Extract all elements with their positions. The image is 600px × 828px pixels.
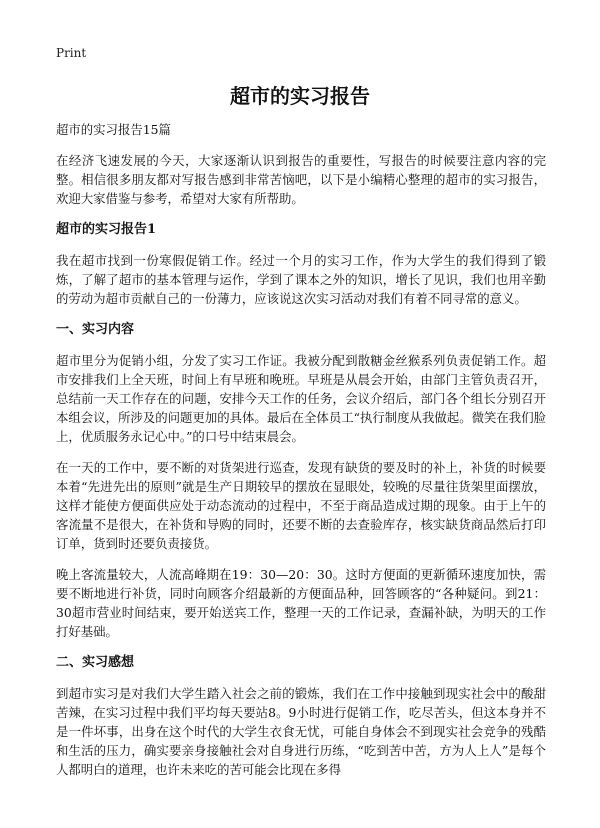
section-heading-report-1: 超市的实习报告1 (56, 222, 157, 237)
section-heading-internship-feelings: 二、实习感想 (56, 655, 135, 670)
report-1-paragraph: 我在超市找到一份寒假促销工作。经过一个月的实习工作，作为大学生的我们得到了锻炼，了解了超市的基本管理与运作，学到了课本之外的知识，增长了见识，我们也用辛勤的劳动为超市贡献自己的一份薄力，应该说这次实习活动对我们有着不同寻常的意义。 (56, 253, 546, 306)
feeling-paragraph-1: 到超市实习是对我们大学生踏入社会之前的锻炼，我们在工作中接触到现实社会中的酸甜苦辣，在实习过程中我们平均每天要站8。9小时进行促销工作，吃尽苦头，但这本身并不是一件坏事，出身在这个时代的大学生衣食无忧，可能自身体会不到现实社会竞争的残酷和生活的压力，确实要亲身接触社会对自身进行历练，“吃到苦中苦，方为人上人”是每个人都明白的道理，也许未来吃的苦可能会比现在多得 (56, 686, 546, 777)
content-paragraph-2: 在一天的工作中，要不断的对货架进行巡查，发现有缺货的要及时的补上，补货的时候要本着“先进先出的原则”就是生产日期较早的摆放在显眼处，较晚的尽量往货架里面摆放，这样才能使方便面供应处于动态流动的过程中，不至于商品造成过期的现象。由于上午的客流量不是很大，在补货和导购的同时，还要不断的去查验库存，核实缺货商品然后打印订单，货到时还要负责接货。 (56, 460, 546, 551)
section-heading-internship-content: 一、实习内容 (56, 322, 135, 337)
page-title: 超市的实习报告 (230, 84, 370, 108)
content-paragraph-1: 超市里分为促销小组，分发了实习工作证。我被分配到散糖金丝猴系列负责促销工作。超市安排我们上全天班，时间上有早班和晚班。早班是从晨会开始，由部门主管负责召开，总结前一天工作存在的问题，安排今天工作的任务，会议介绍后，部门各个组长分别召开本组会议，所涉及的问题更加的具体。最后在全体员工“执行制度从我做起。微笑在我们脸上，优质服务永记心中。”的口号中结束晨会。 (56, 353, 546, 444)
document-subtitle: 超市的实习报告15篇 (56, 122, 171, 137)
content-paragraph-3: 晚上客流量较大，人流高峰期在19：30—20：30。这时方便面的更新循环速度加快，需要不断地进行补货，同时向顾客介绍最新的方便面品种，回答顾客的“各种疑问。到21：30超市营业时间结束，要开始送宾工作，整理一天的工作记录，查漏补缺，为明天的工作打好基础。 (56, 567, 546, 639)
document-body (56, 120, 546, 791)
print-link[interactable]: Print (56, 46, 87, 60)
intro-paragraph: 在经济飞速发展的今天，大家逐渐认识到报告的重要性，写报告的时候要注意内容的完整。相信很多朋友都对写报告感到非常苦恼吧，以下是小编精心整理的超市的实习报告，欢迎大家借鉴与参考，希望对大家有所帮助。 (56, 153, 546, 206)
